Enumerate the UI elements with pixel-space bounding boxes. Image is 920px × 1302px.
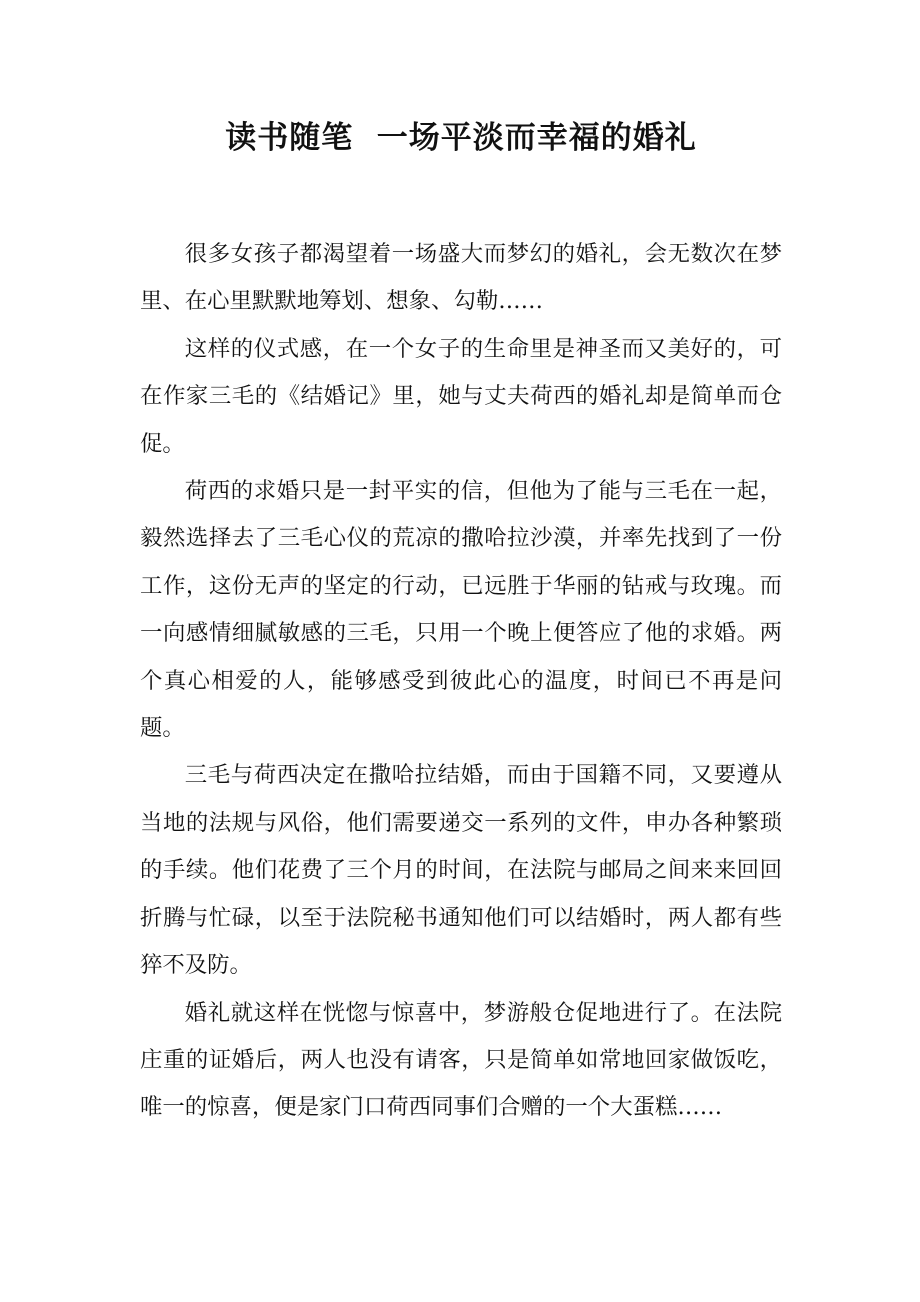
paragraph-1: 很多女孩子都渴望着一场盛大而梦幻的婚礼，会无数次在梦里、在心里默默地筹划、想象、勾勒…… xyxy=(140,241,782,315)
document-body xyxy=(140,231,782,1132)
document-title: 读书随笔 一场平淡而幸福的婚礼 xyxy=(225,120,697,156)
paragraph-3: 荷西的求婚只是一封平实的信，但他为了能与三毛在一起，毅然选择去了三毛心仪的荒凉的撒哈拉沙漠，并率先找到了一份工作，这份无声的坚定的行动，已远胜于华丽的钻戒与玫瑰。而一向感情细腻敏感的三毛，只用一个晚上便答应了他的求婚。两个真心相爱的人，能够感受到彼此心的温度，时间已不再是问题。 xyxy=(140,478,782,742)
paragraph-2: 这样的仪式感，在一个女子的生命里是神圣而又美好的，可在作家三毛的《结婚记》里，她与丈夫荷西的婚礼却是简单而仓促。 xyxy=(140,335,782,457)
paragraph-5: 婚礼就这样在恍惚与惊喜中，梦游般仓促地进行了。在法院庄重的证婚后，两人也没有请客，只是简单如常地回家做饭吃，唯一的惊喜，便是家门口荷西同事们合赠的一个大蛋糕…… xyxy=(140,999,782,1121)
paragraph-4: 三毛与荷西决定在撒哈拉结婚，而由于国籍不同，又要遵从当地的法规与风俗，他们需要递交一系列的文件，申办各种繁琐的手续。他们花费了三个月的时间，在法院与邮局之间来来回回折腾与忙碌，以至于法院秘书通知他们可以结婚时，两人都有些猝不及防。 xyxy=(140,762,782,979)
